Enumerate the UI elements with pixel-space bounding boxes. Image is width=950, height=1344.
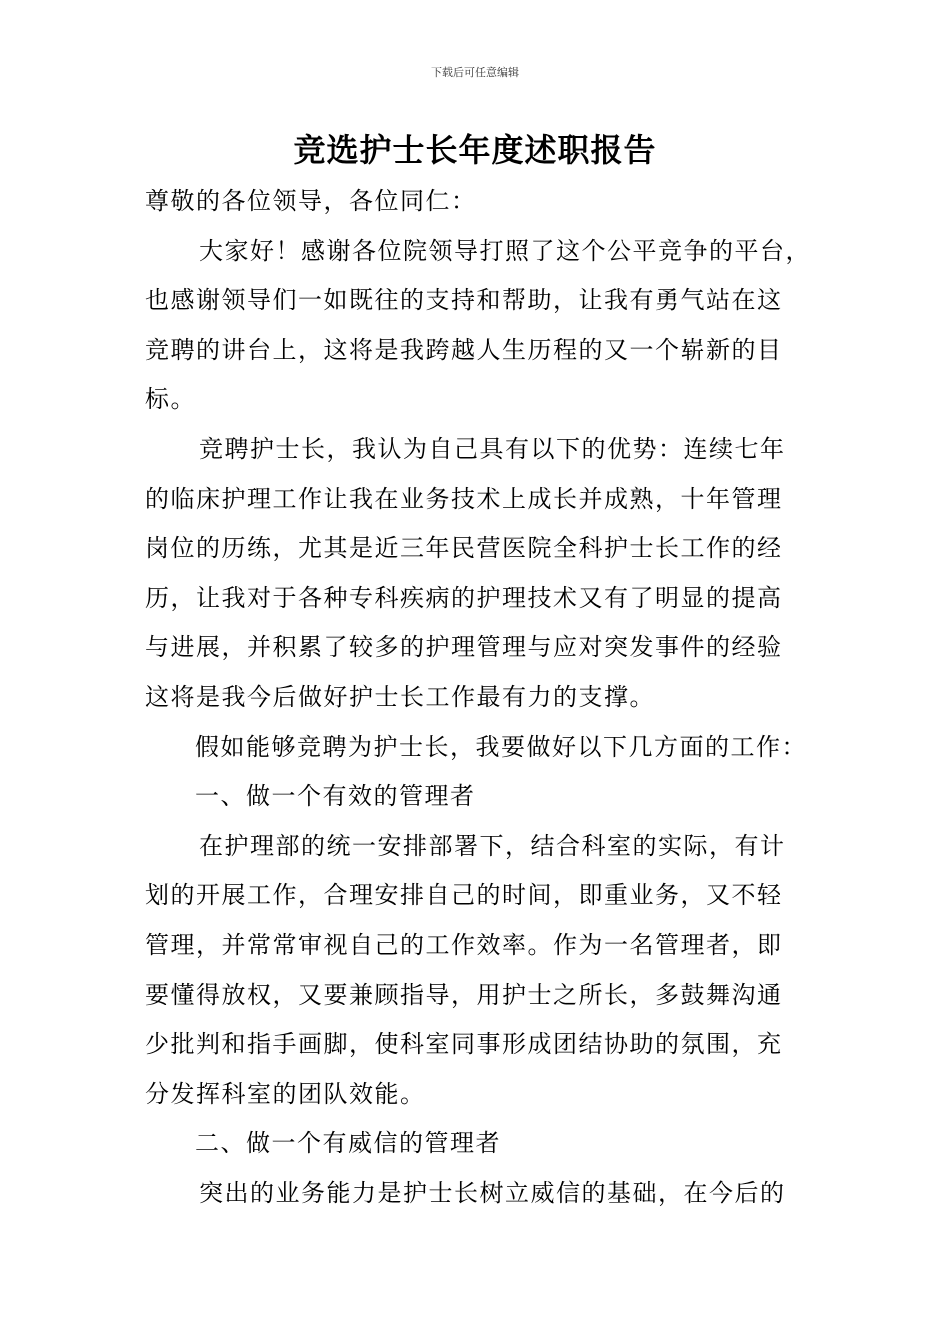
- document-body: [145, 177, 815, 1218]
- paragraph-line: 在护理部的统一安排部署下，结合科室的实际，有计: [199, 831, 786, 860]
- paragraph-line: 这将是我今后做好护士长工作最有力的支撑。: [145, 682, 655, 711]
- paragraph-line: 历，让我对于各种专科疾病的护理技术又有了明显的提高: [145, 583, 783, 612]
- paragraph-line: 也感谢领导们一如既往的支持和帮助，让我有勇气站在这: [145, 286, 783, 315]
- paragraph-line: 与进展，并积累了较多的护理管理与应对突发事件的经验: [145, 633, 783, 662]
- section-heading: 一、做一个有效的管理者: [195, 782, 476, 811]
- paragraph-line: 竞聘的讲台上，这将是我跨越人生历程的又一个崭新的目: [145, 335, 783, 364]
- section-heading: 二、做一个有威信的管理者: [195, 1129, 501, 1158]
- salutation-line: 尊敬的各位领导，各位同仁：: [145, 187, 477, 215]
- paragraph-line: 管理，并常常审视自己的工作效率。作为一名管理者，即: [145, 930, 783, 959]
- paragraph-line: 标。: [145, 385, 196, 414]
- paragraph-line: 要懂得放权，又要兼顾指导，用护士之所长，多鼓舞沟通: [145, 980, 783, 1009]
- paragraph-line: 竞聘护士长，我认为自己具有以下的优势：连续七年: [199, 434, 786, 463]
- paragraph-line: 突出的业务能力是护士长树立威信的基础，在今后的: [199, 1178, 786, 1207]
- paragraph-line: 大家好！感谢各位院领导打照了这个公平竞争的平台，: [199, 236, 811, 265]
- header-note: 下载后可任意编辑: [431, 66, 519, 79]
- document-title: 竞选护士长年度述职报告: [293, 131, 657, 169]
- paragraph-line: 少批判和指手画脚，使科室同事形成团结协助的氛围，充: [145, 1030, 783, 1059]
- paragraph-line: 的临床护理工作让我在业务技术上成长并成熟，十年管理: [145, 484, 783, 513]
- paragraph-line: 假如能够竞聘为护士长，我要做好以下几方面的工作：: [195, 732, 807, 761]
- paragraph-line: 岗位的历练，尤其是近三年民营医院全科护士长工作的经: [145, 534, 783, 563]
- paragraph-line: 分发挥科室的团队效能。: [145, 1079, 426, 1108]
- paragraph-line: 划的开展工作，合理安排自己的时间，即重业务，又不轻: [145, 881, 783, 910]
